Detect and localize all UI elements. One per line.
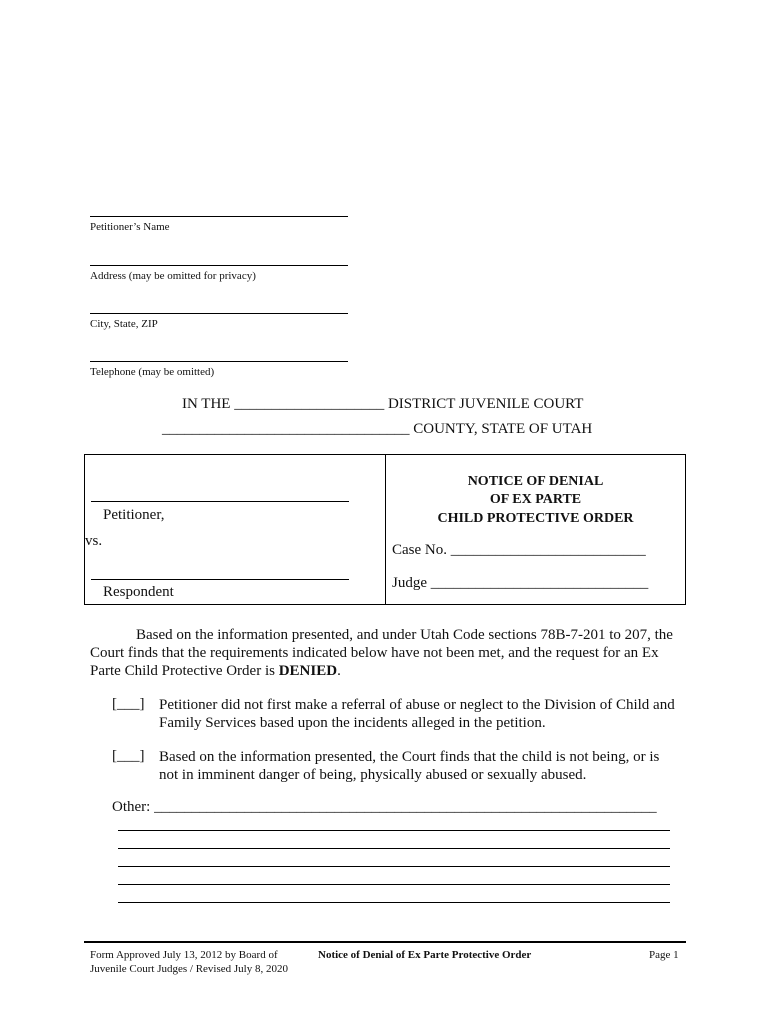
petitioner-name-line — [90, 216, 348, 217]
other-field[interactable]: Other: ___________________________________________________________________ — [112, 799, 657, 815]
intro-line-2: Court finds that the requirements indicated below have not been met, and the request for an Ex — [90, 645, 659, 661]
intro-line-3 — [90, 662, 341, 680]
parties-section — [85, 455, 386, 604]
judge-field[interactable]: Judge _____________________________ — [392, 575, 649, 591]
title-section — [386, 455, 685, 604]
footer-form-title: Notice of Denial of Ex Parte Protective Order — [318, 949, 532, 961]
case-caption-box — [84, 454, 686, 605]
intro-line-1: Based on the information presented, and under Utah Code sections 78B-7-201 to 207, the — [136, 627, 673, 643]
court-name-line: IN THE ____________________ DISTRICT JUVENILE COURT — [182, 396, 584, 412]
address-line — [90, 265, 348, 266]
respondent-signature-line[interactable] — [91, 579, 349, 580]
footer-form-approval — [90, 948, 288, 976]
denied-text: DENIED — [278, 663, 338, 679]
petitioner-label: Petitioner, — [103, 507, 165, 523]
city-state-zip-line — [90, 313, 348, 314]
petitioner-signature-line[interactable] — [91, 501, 349, 502]
other-line-2[interactable] — [118, 848, 670, 849]
other-line-3[interactable] — [118, 866, 670, 867]
footer-approval-line-2: Juvenile Court Judges / Revised July 8, 2020 — [90, 963, 288, 975]
intro-line-3-text: Parte Child Protective Order is — [90, 663, 279, 679]
address-label: Address (may be omitted for privacy) — [90, 270, 256, 282]
footer-divider — [84, 941, 686, 943]
intro-period: . — [337, 663, 341, 679]
telephone-line — [90, 361, 348, 362]
document-title-line3: CHILD PROTECTIVE ORDER — [437, 511, 634, 526]
telephone-field[interactable] — [90, 361, 348, 378]
other-line-4[interactable] — [118, 884, 670, 885]
petitioner-name-field[interactable] — [90, 216, 348, 233]
referral-item-line-2: Family Services based upon the incidents alleged in the petition. — [159, 715, 546, 731]
document-title-line2: OF EX PARTE — [489, 492, 582, 507]
referral-checkbox[interactable]: [___] — [112, 696, 145, 712]
petitioner-name-label: Petitioner’s Name — [90, 221, 170, 233]
city-state-zip-field[interactable] — [90, 313, 348, 330]
telephone-label: Telephone (may be omitted) — [90, 366, 215, 378]
address-field[interactable] — [90, 265, 348, 282]
footer-approval-line-1: Form Approved July 13, 2012 by Board of — [90, 949, 278, 961]
case-number-field[interactable]: Case No. __________________________ — [392, 542, 646, 558]
county-line: _________________________________ COUNTY, STATE OF UTAH — [162, 421, 593, 437]
footer-page-number: Page 1 — [649, 949, 679, 961]
danger-item-line-2: not in imminent danger of being, physically abused or sexually abused. — [159, 767, 587, 783]
city-state-zip-label: City, State, ZIP — [90, 318, 158, 330]
danger-item-line-1: Based on the information presented, the Court finds that the child is not being, or is — [159, 749, 660, 765]
referral-item-line-1: Petitioner did not first make a referral of abuse or neglect to the Division of Child and — [159, 697, 675, 713]
danger-checkbox[interactable]: [___] — [112, 748, 145, 764]
versus-label: vs. — [85, 533, 103, 549]
other-line-5[interactable] — [118, 902, 670, 903]
respondent-label: Respondent — [103, 584, 174, 600]
document-title-line1: NOTICE OF DENIAL — [467, 474, 604, 489]
other-line-1[interactable] — [118, 830, 670, 831]
